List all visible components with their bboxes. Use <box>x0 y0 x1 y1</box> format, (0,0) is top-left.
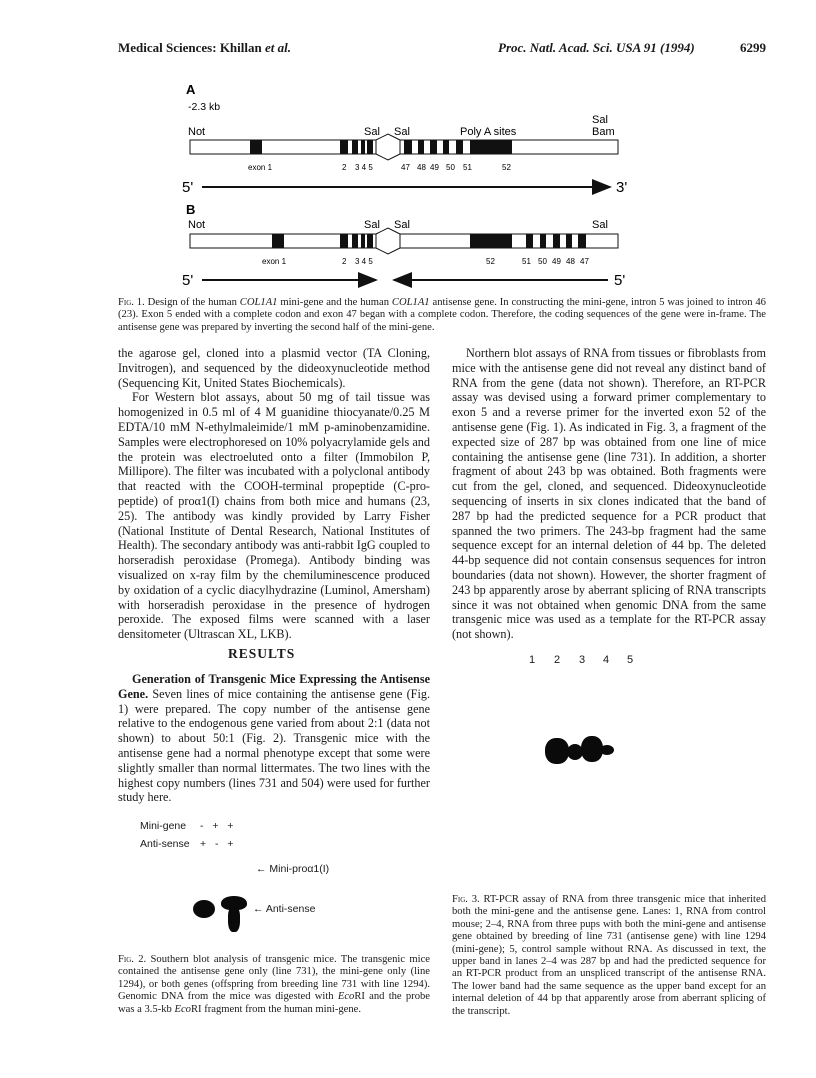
figure-2-caption: Fig. 2. Southern blot analysis of transgenic mice. The transgenic mice contained the antisense gene only (line 731), the mini-gene only (line 1294), or both genes (offspring from breeding line 731 with line 1294). Genomic DNA from the mice was digested with EcoRI and the probe was a 3.5-kb EcoRI fragment from the human mini-gene. <box>118 954 430 1015</box>
running-header-right: Proc. Natl. Acad. Sci. USA 91 (1994) <box>498 40 695 55</box>
subsection-heading: Generation of Transgenic Mice Expressing the Antisense Gene. <box>118 672 430 701</box>
results-text <box>118 672 430 805</box>
lane-label-2: 2 <box>554 654 561 666</box>
a-polya-sites: Poly A sites <box>460 126 517 138</box>
a-bam-site: Bam <box>592 126 615 138</box>
lane-label-5: 5 <box>627 654 634 666</box>
lane-label-1: 1 <box>529 654 536 666</box>
a-exon49-label: 49 <box>430 163 439 172</box>
page-number: 6299 <box>740 40 766 55</box>
mini-gene-label: Mini-gene <box>140 820 187 832</box>
a-sal-site-1: Sal <box>364 126 380 138</box>
a-exon50-label: 50 <box>446 163 455 172</box>
b-five-prime-left: 5' <box>182 272 194 289</box>
blot-band-lane3-streak <box>228 906 240 932</box>
b-five-prime-right: 5' <box>614 272 626 289</box>
b-exon2-label: 2 <box>342 257 347 266</box>
lane-label-3: 3 <box>579 654 586 666</box>
b-sal-site-2: Sal <box>394 219 410 231</box>
et-al: et al. <box>264 40 291 55</box>
blot-band-lane1 <box>193 900 215 918</box>
figure-1-caption: Fig. 1. Design of the human COL1A1 mini-gene and the human COL1A1 antisense gene. In constructing the mini-gene, intron 5 was joined to intron 46 (23). Exon 5 ended with a complete codon and exon 47 began with a complete codon. Therefore, the coding sequences of the gene were in-frame. The antisense gene was prepared by inverting the second half of the mini-gene. <box>118 297 766 333</box>
anti-sense-marker: ← Anti-sense <box>253 903 316 915</box>
anti-sense-signs: + - + <box>200 838 235 850</box>
a-exon47-label: 47 <box>401 163 410 172</box>
anti-sense-label: Anti-sense <box>140 838 190 850</box>
left-paragraph-2: For Western blot assays, about 50 mg of tail tissue was homogenized in 0.5 ml of 4 M guanidine thiocyanate/0.25 M EDTA/10 mM N-ethylmaleimide/1 mM p-aminobenzamidine. Samples were electrophoresed on 10% polyacrylamide gels and the protein was electroeluted onto a filter (Immobilon P, Millipore). The filter was incubated with a polyclonal antibody that reacted with the COOH-terminal propeptide (C-pro-peptide) of proα1(I) chains from both mice and humans (23, 25). The antibody was kindly provided by Larry Fisher (National Institute of Dental Research, National Institutes of Health). The secondary antibody was anti-rabbit IgG coupled to horseradish peroxidase (Promega). Antibody binding was visualized on x-ray film by the chemiluminescence produced by oxidation of a cyclic diacylhydrazine (Luminol, Amersham) with horseradish peroxidase in the presence of hydrogen peroxide. The exposed films were scanned with a laser densitometer (Ultrascan XL, LKB). <box>118 390 430 642</box>
b-exon49-label: 49 <box>552 257 561 266</box>
b-exon48-label: 48 <box>566 257 575 266</box>
panel-a-label: A <box>186 84 196 97</box>
a-not-site: Not <box>188 126 206 138</box>
b-exon47-label: 47 <box>580 257 589 266</box>
results-paragraph: Seven lines of mice containing the antisense gene (Fig. 1) were prepared. The copy number of the antisense gene relative to the endogenous gene varied from about 2:1 (data not shown) to about 50:1 (Fig. 2). Transgenic mice with the antisense gene had a normal phenotype except that some were slightly smaller than normal littermates. The two lines with the highest copy numbers (lines 731 and 504) were used for further study here. <box>118 686 430 805</box>
b-exon1-label: exon 1 <box>262 257 287 266</box>
gel-band-lane2 <box>545 738 569 764</box>
journal-section: Medical Sciences: <box>118 40 220 55</box>
a-exon1-label: exon 1 <box>248 163 273 172</box>
a-three-prime: 3' <box>616 179 628 196</box>
right-paragraph-1: Northern blot assays of RNA from tissues or fibroblasts from mice with the antisense gene did not reveal any distinct band of RNA from the gene (data not shown). Therefore, an RT-PCR assay was devised using a forward primer complementary to exon 5 and a reverse primer for the inverted exon 52 of the antisense gene (Fig. 1). As indicated in Fig. 3, a fragment of the expected size of 287 bp was obtained from one line of mice containing the antisense gene (line 731). In addition, a shorter fragment of about 243 bp was obtained. Both fragments were cut from the gel, cloned, and sequenced. Dideoxynucleotide sequencing of inserts in six clones indicated that the band of 287 bp had the predicted sequence for a PCR product that spanned the two primers. The 243-bp fragment had the same sequence except for an internal deletion of 44 bp. The deleted 44-bp sequence did not contain consensus sequences for intron boundaries (data not shown). However, the shorter fragment of 243 bp apparently arose by aberrant splicing of RNA transcripts since it was not obtained when genomic DNA from the same transgenic mice was used as a template for the RT-PCR assay (not shown). <box>452 346 766 642</box>
b-sal-site-1: Sal <box>364 219 380 231</box>
left-paragraph-1: the agarose gel, cloned into a plasmid vector (TA Cloning, Invitrogen), and sequenced by the dideoxynucleotide method (Sequencing Kit, United States Biochemicals). <box>118 346 430 390</box>
a-sal-site-2: Sal <box>394 126 410 138</box>
left-column <box>118 346 430 642</box>
panel-b-label: B <box>186 202 196 217</box>
running-header-left <box>118 40 291 56</box>
b-gene-bar <box>190 228 618 254</box>
figure-1-gene-diagram <box>180 84 650 296</box>
b-exon50-label: 50 <box>538 257 547 266</box>
right-column <box>452 346 766 642</box>
author-name: Khillan <box>219 40 265 55</box>
figure-3-caption: Fig. 3. RT-PCR assay of RNA from three transgenic mice that inherited both the mini-gene and the antisense gene. Lanes: 1, RNA from control mouse; 2–4, RNA from three pups with both the mini-gene and antisense gene obtained by breeding of line 731 (antisense gene) with line 1294 (mini-gene); 5, control sample without RNA. As discussed in text, the upper band in lanes 2–4 was 287 bp and had the predicted sequence for an RT-PCR product from an unspliced transcript of the antisense RNA. The lower band had the same sequence as the upper band except for an internal deletion of 44 bp that apparently arose from aberrant splicing of the transcript. <box>452 894 766 1017</box>
a-exon51-label: 51 <box>463 163 472 172</box>
results-heading: RESULTS <box>228 646 296 661</box>
mini-pro-alpha1-marker: ← Mini-proα1(I) <box>256 863 330 875</box>
a-five-prime: 5' <box>182 179 194 196</box>
b-exon345-label: 3 4 5 <box>355 257 373 266</box>
a-exon48-label: 48 <box>417 163 426 172</box>
gel-band-tail <box>600 745 614 755</box>
b-exon52-label: 52 <box>486 257 495 266</box>
b-not-site: Not <box>188 219 206 231</box>
lane-label-4: 4 <box>603 654 610 666</box>
a-exon52-label: 52 <box>502 163 511 172</box>
a-exon2-label: 2 <box>342 163 347 172</box>
mini-gene-signs: - + + <box>200 820 235 832</box>
a-sal-site-3: Sal <box>592 114 608 126</box>
a-exon345-label: 3 4 5 <box>355 163 373 172</box>
kb-label: -2.3 kb <box>188 101 221 113</box>
b-exon51-label: 51 <box>522 257 531 266</box>
b-sal-site-3: Sal <box>592 219 608 231</box>
